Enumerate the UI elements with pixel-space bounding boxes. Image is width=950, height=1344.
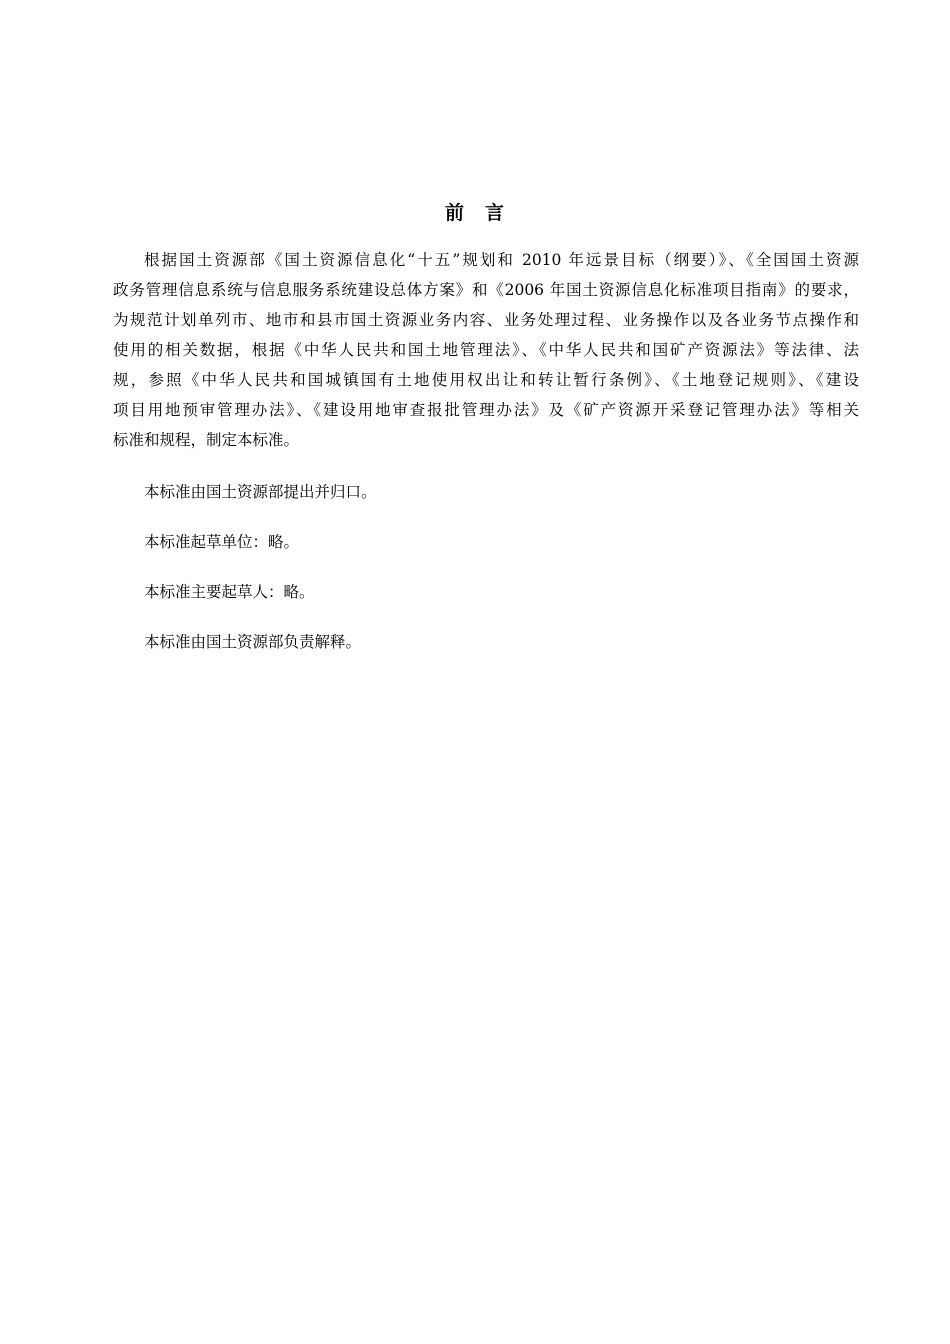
main-paragraph-line: 项目用地预审管理办法》、《建设用地审查报批管理办法》及《矿产资源开采登记管理办法》等相关 [113, 401, 859, 419]
statement-interpretation: 本标准由国土资源部负责解释。 [144, 633, 362, 651]
main-paragraph [113, 245, 859, 455]
main-paragraph-line: 使用的相关数据，根据《中华人民共和国土地管理法》、《中华人民共和国矿产资源法》等法律、法 [113, 341, 859, 359]
page-title: 前 言 [444, 202, 505, 224]
statement-proposer: 本标准由国土资源部提出并归口。 [144, 483, 377, 501]
main-paragraph-line: 根据国土资源部《国土资源信息化“十五”规划和 2010 年远景目标（纲要）》、《全国国土资源 [144, 251, 859, 269]
statement-drafting-unit: 本标准起草单位：略。 [144, 533, 300, 551]
main-paragraph-line: 政务管理信息系统与信息服务系统建设总体方案》和《2006 年国土资源信息化标准项目指南》的要求， [113, 281, 859, 299]
main-paragraph-line: 为规范计划单列市、地市和县市国土资源业务内容、业务处理过程、业务操作以及各业务节点操作和 [113, 311, 859, 329]
main-paragraph-line: 规，参照《中华人民共和国城镇国有土地使用权出让和转让暂行条例》、《土地登记规则》、《建设 [113, 371, 859, 389]
main-paragraph-line: 标准和规程，制定本标准。 [113, 431, 300, 449]
document-body [113, 245, 859, 655]
statement-main-drafters: 本标准主要起草人：略。 [144, 583, 315, 601]
